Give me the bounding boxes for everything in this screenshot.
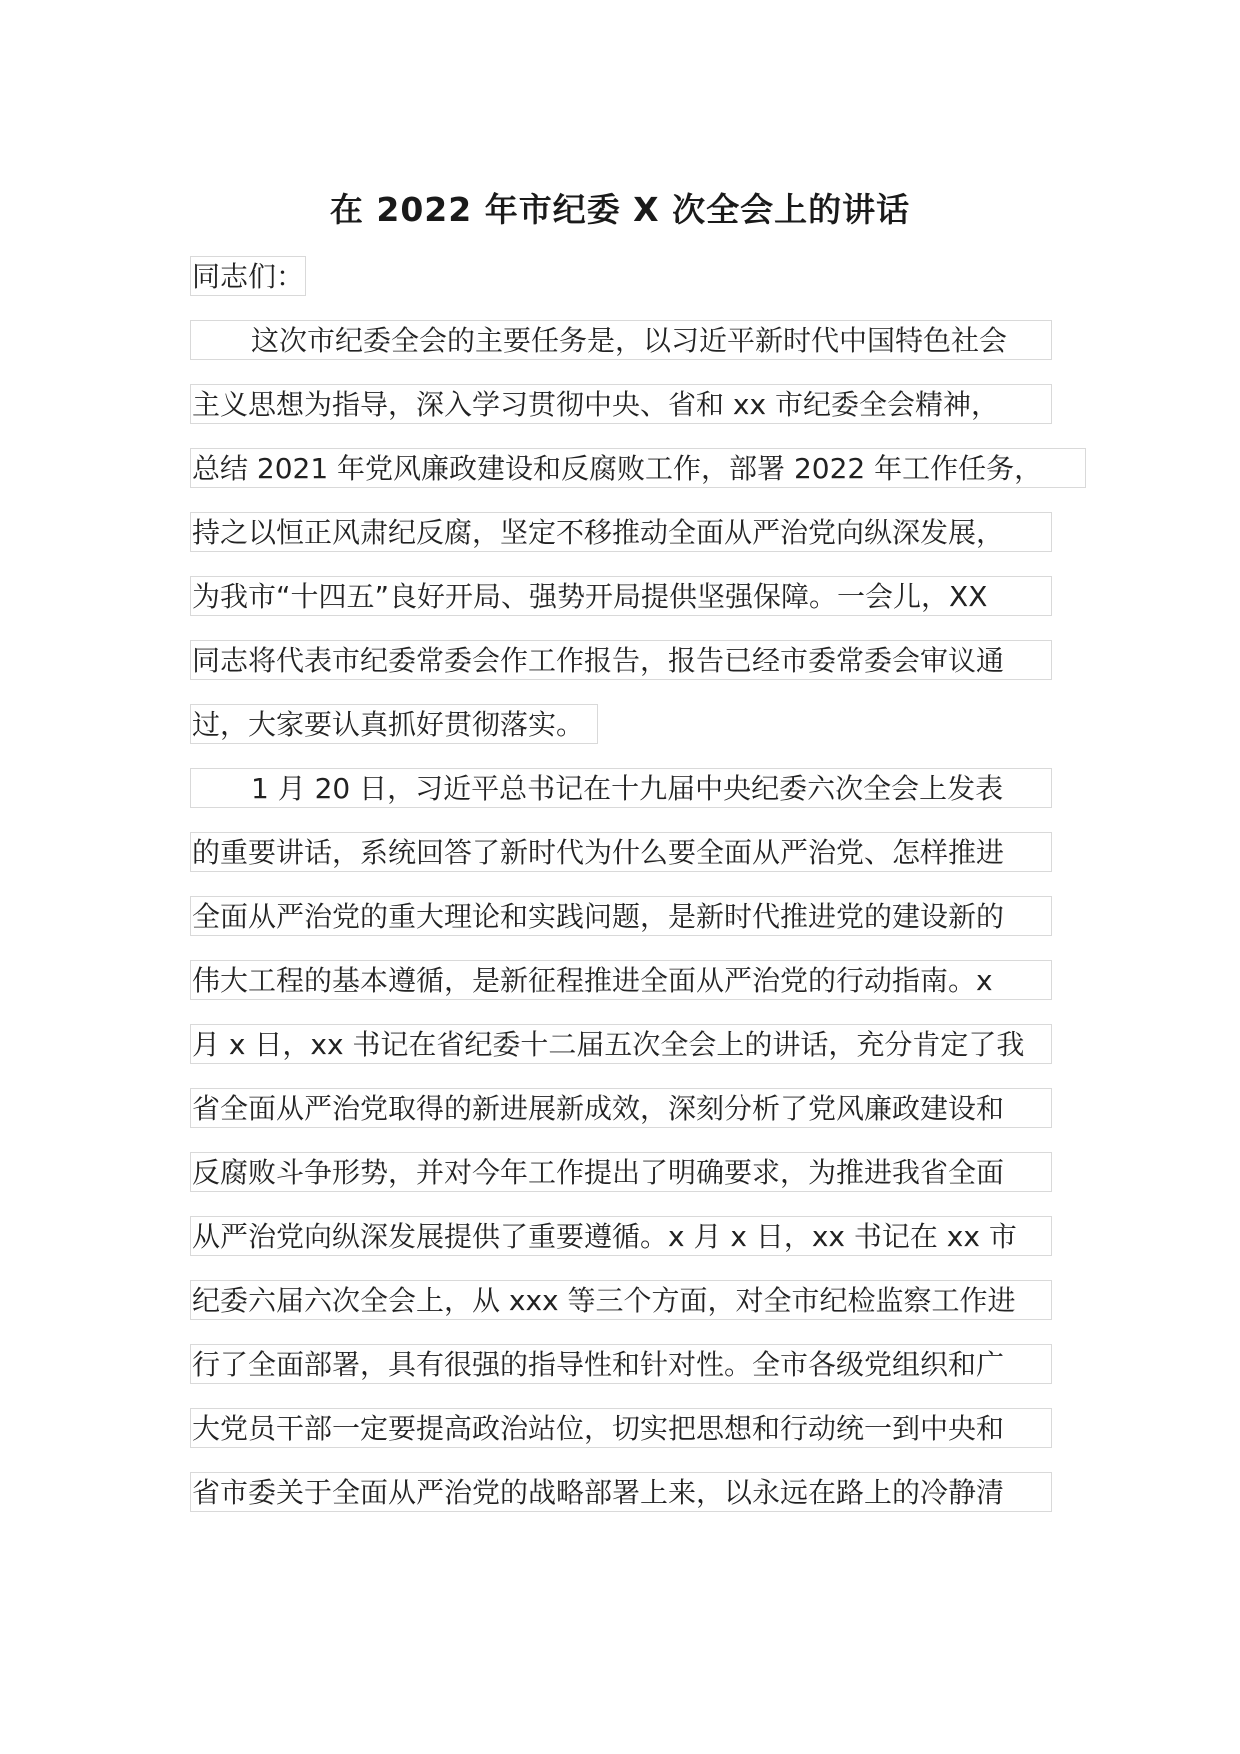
paragraph-2-line: 省全面从严治党取得的新进展新成效，深刻分析了党风廉政建设和 xyxy=(190,1088,1052,1128)
paragraph-1-line: 过，大家要认真抓好贯彻落实。 xyxy=(190,704,598,744)
paragraph-2-line: 从严治党向纵深发展提供了重要遵循。x 月 x 日，xx 书记在 xx 市 xyxy=(190,1216,1052,1256)
paragraph-2-line: 行了全面部署，具有很强的指导性和针对性。全市各级党组织和广 xyxy=(190,1344,1052,1384)
paragraph-1-line: 持之以恒正风肃纪反腐，坚定不移推动全面从严治党向纵深发展， xyxy=(190,512,1052,552)
paragraph-1-line: 主义思想为指导，深入学习贯彻中央、省和 xx 市纪委全会精神， xyxy=(190,384,1052,424)
paragraph-2-line: 1 月 20 日，习近平总书记在十九届中央纪委六次全会上发表 xyxy=(190,768,1052,808)
document-title: 在 2022 年市纪委 X 次全会上的讲话 xyxy=(329,190,911,229)
paragraph-2-line: 省市委关于全面从严治党的战略部署上来，以永远在路上的冷静清 xyxy=(190,1472,1052,1512)
paragraph-2-line: 月 x 日，xx 书记在省纪委十二届五次全会上的讲话，充分肯定了我 xyxy=(190,1024,1052,1064)
paragraph-2-line: 全面从严治党的重大理论和实践问题，是新时代推进党的建设新的 xyxy=(190,896,1052,936)
paragraph-1-line: 这次市纪委全会的主要任务是，以习近平新时代中国特色社会 xyxy=(190,320,1052,360)
paragraph-2-line: 伟大工程的基本遵循，是新征程推进全面从严治党的行动指南。x xyxy=(190,960,1052,1000)
paragraph-1-line: 同志将代表市纪委常委会作工作报告，报告已经市委常委会审议通 xyxy=(190,640,1052,680)
paragraph-2-line: 纪委六届六次全会上，从 xxx 等三个方面，对全市纪检监察工作进 xyxy=(190,1280,1052,1320)
paragraph-2-line: 的重要讲话，系统回答了新时代为什么要全面从严治党、怎样推进 xyxy=(190,832,1052,872)
greeting: 同志们： xyxy=(190,256,306,296)
paragraph-1-line: 为我市“十四五”良好开局、强势开局提供坚强保障。一会儿，XX xyxy=(190,576,1052,616)
paragraph-2-line: 大党员干部一定要提高政治站位，切实把思想和行动统一到中央和 xyxy=(190,1408,1052,1448)
paragraph-1-line: 总结 2021 年党风廉政建设和反腐败工作，部署 2022 年工作任务， xyxy=(190,448,1086,488)
paragraph-2-line: 反腐败斗争形势，并对今年工作提出了明确要求，为推进我省全面 xyxy=(190,1152,1052,1192)
